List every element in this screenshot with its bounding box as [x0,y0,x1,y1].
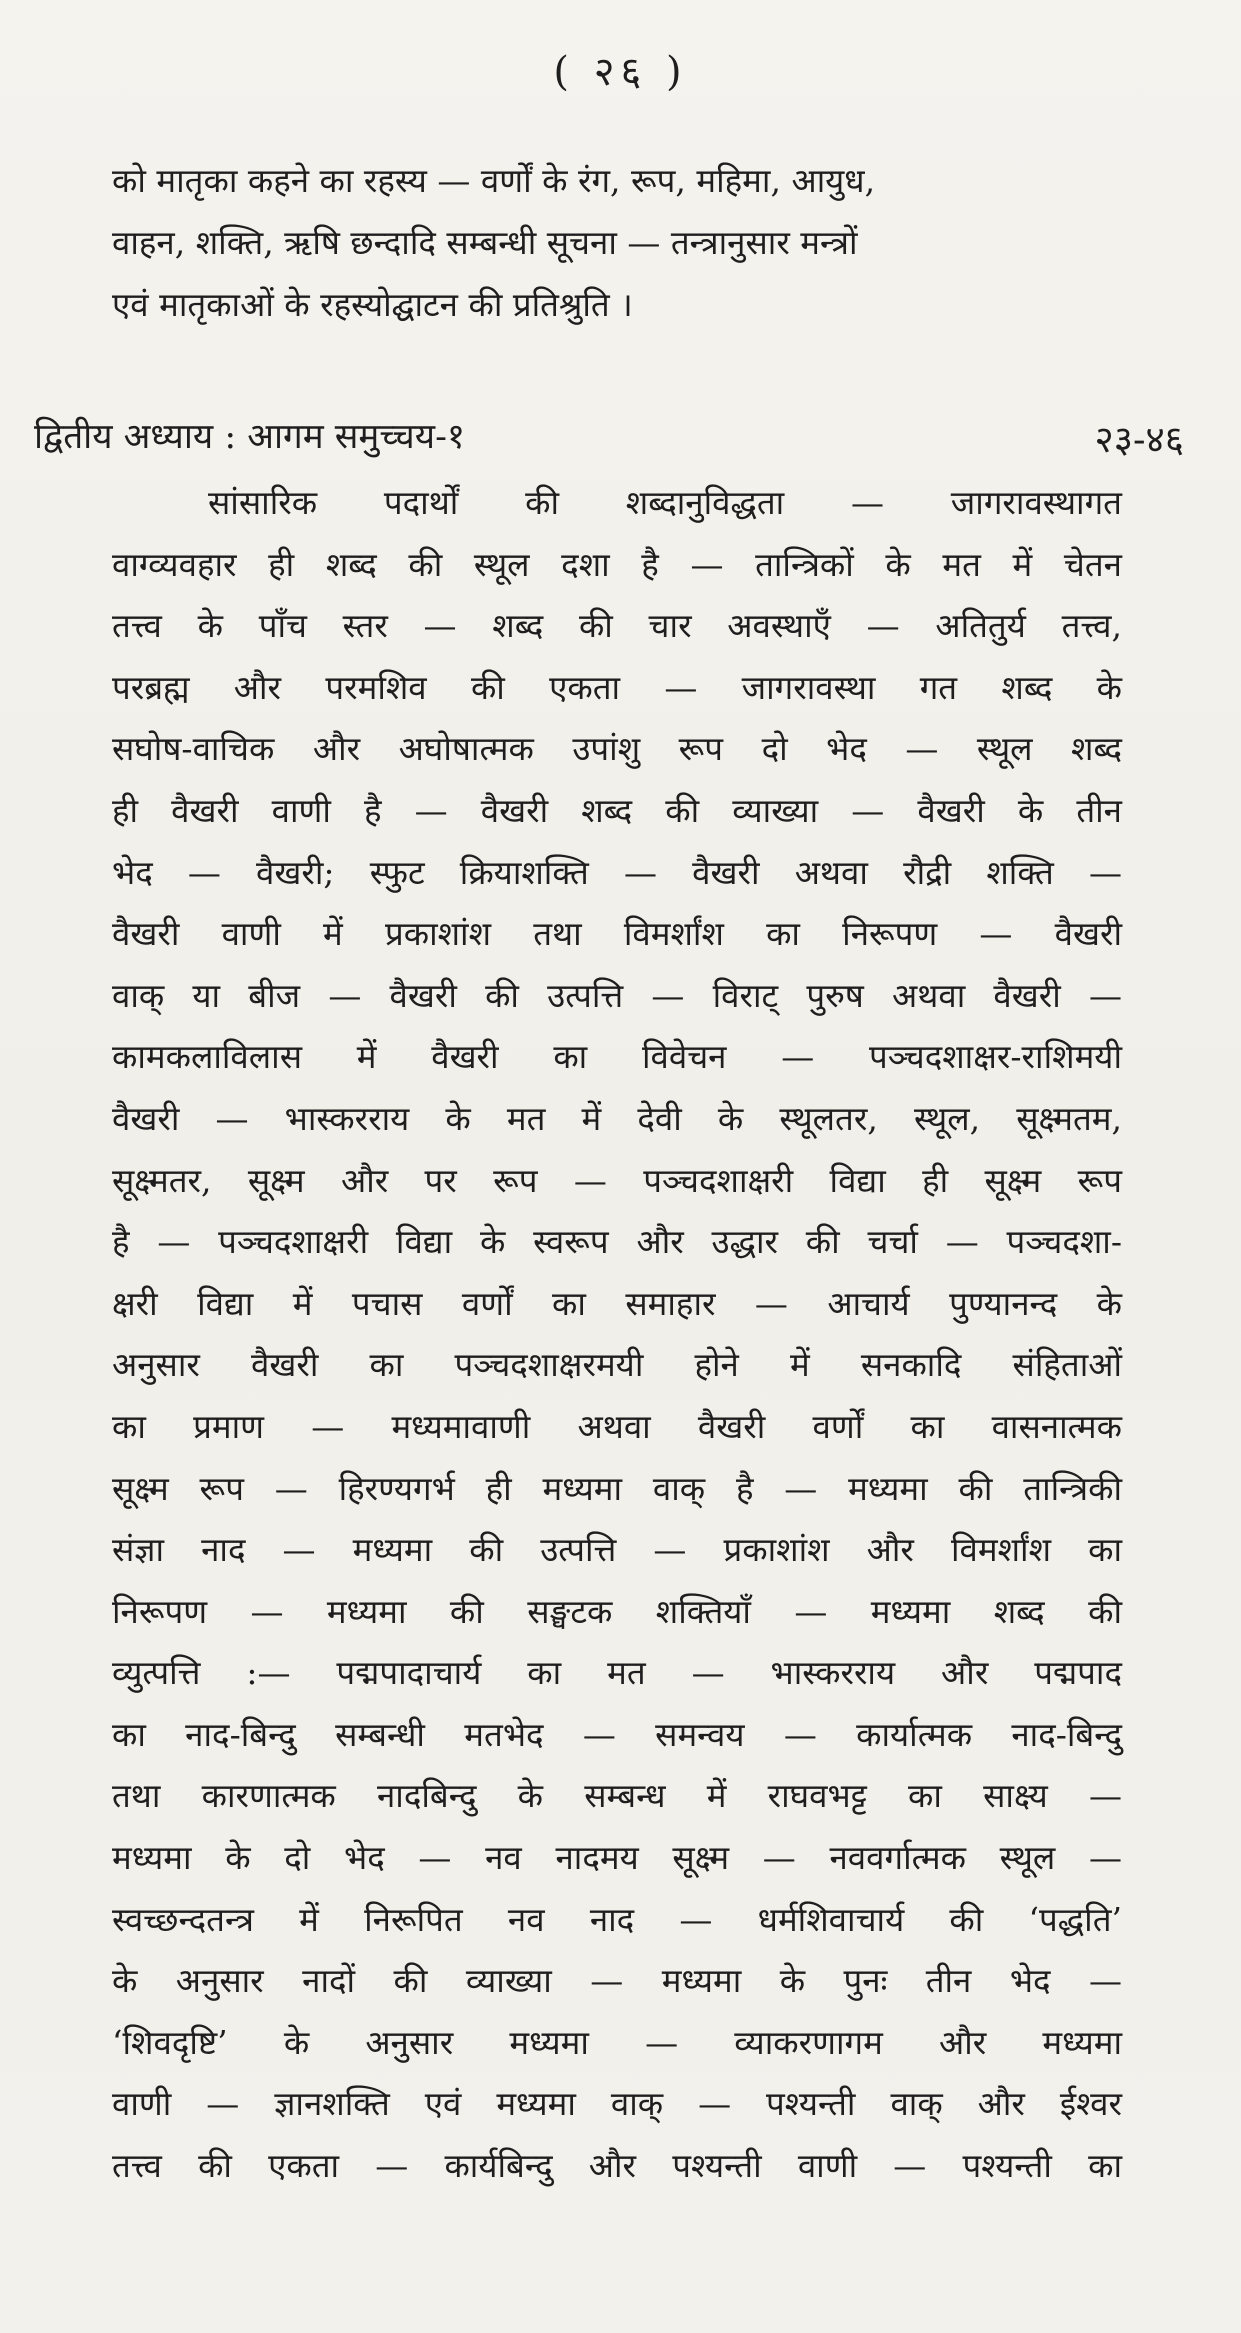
summary-line: सघोष-वाचिक और अघोषात्मक उपांशु रूप दो भेद — स्थूल शब्द [112,729,1122,769]
summary-line: स्वच्छन्दतन्त्र में निरूपित नव नाद — धर्मशिवाचार्य की ‘पद्धति’ [112,1899,1122,1939]
summary-line: मध्यमा के दो भेद — नव नादमय सूक्ष्म — नववर्गात्मक स्थूल — [112,1838,1122,1878]
summary-line: क्षरी विद्या में पचास वर्णों का समाहार — आचार्य पुण्यानन्द के [112,1283,1122,1323]
chapter-title: द्वितीय अध्याय : आगम समुच्चय-१ [34,417,466,457]
summary-line: सूक्ष्म रूप — हिरण्यगर्भ ही मध्यमा वाक् है — मध्यमा की तान्त्रिकी [112,1468,1122,1508]
summary-line: भेद — वैखरी; स्फुट क्रियाशक्ति — वैखरी अथवा रौद्री शक्ति — [112,852,1122,892]
page-number: ( २६ ) [553,49,688,95]
chapter-page-range: २३-४६ [1094,418,1184,461]
summary-line: है — पञ्चदशाक्षरी विद्या के स्वरूप और उद्धार की चर्चा — पञ्चदशा- [112,1222,1122,1262]
summary-line: ही वैखरी वाणी है — वैखरी शब्द की व्याख्या — वैखरी के तीन [112,790,1122,830]
summary-line: तत्त्व की एकता — कार्यबिन्दु और पश्यन्ती वाणी — पश्यन्ती का [112,2146,1122,2186]
intro-line: एवं मातृकाओं के रहस्योद्घाटन की प्रतिश्रुति । [112,285,633,324]
summary-line: निरूपण — मध्यमा की सङ्घटक शक्तियाँ — मध्यमा शब्द की [112,1591,1122,1631]
summary-line: कामकलाविलास में वैखरी का विवेचन — पञ्चदशाक्षर-राशिमयी [112,1037,1122,1077]
summary-line: का नाद-बिन्दु सम्बन्धी मतभेद — समन्वय — कार्यात्मक नाद-बिन्दु [112,1714,1122,1754]
summary-line: अनुसार वैखरी का पञ्चदशाक्षरमयी होने में सनकादि संहिताओं [112,1345,1122,1385]
summary-line: के अनुसार नादों की व्याख्या — मध्यमा के पुनः तीन भेद — [112,1961,1122,2001]
chapter-heading [34,412,1184,462]
summary-line: तत्त्व के पाँच स्तर — शब्द की चार अवस्थाएँ — अतितुर्य तत्त्व, [112,606,1122,646]
summary-line: वाणी — ज्ञानशक्ति एवं मध्यमा वाक् — पश्यन्ती वाक् और ईश्वर [112,2084,1122,2124]
summary-line: का प्रमाण — मध्यमावाणी अथवा वैखरी वर्णों का वासनात्मक [112,1406,1122,1446]
summary-line: सांसारिक पदार्थों की शब्दानुविद्धता — जागरावस्थागत [208,483,1122,522]
summary-line: ‘शिवदृष्टि’ के अनुसार मध्यमा — व्याकरणागम और मध्यमा [112,2022,1122,2062]
intro-line: को मातृका कहने का रहस्य — वर्णों के रंग, रूप, महिमा, आयुध, [112,161,876,200]
intro-paragraph [112,150,1122,336]
summary-line: वैखरी वाणी में प्रकाशांश तथा विमर्शांश का निरूपण — वैखरी [112,914,1122,954]
summary-line: परब्रह्म और परमशिव की एकता — जागरावस्था गत शब्द के [112,667,1122,707]
intro-line: वाहन, शक्ति, ऋषि छन्दादि सम्बन्धी सूचना — तन्त्रानुसार मन्त्रों [112,223,858,262]
summary-line: वाक् या बीज — वैखरी की उत्पत्ति — विराट् पुरुष अथवा वैखरी — [112,975,1122,1015]
summary-line: सूक्ष्मतर, सूक्ष्म और पर रूप — पञ्चदशाक्षरी विद्या ही सूक्ष्म रूप [112,1160,1122,1200]
summary-line: वैखरी — भास्करराय के मत में देवी के स्थूलतर, स्थूल, सूक्ष्मतम, [112,1098,1122,1138]
chapter-summary [112,472,1122,2197]
summary-line: वाग्व्यवहार ही शब्द की स्थूल दशा है — तान्त्रिकों के मत में चेतन [112,544,1122,584]
summary-line: तथा कारणात्मक नादबिन्दु के सम्बन्ध में राघवभट्ट का साक्ष्य — [112,1776,1122,1816]
summary-line: संज्ञा नाद — मध्यमा की उत्पत्ति — प्रकाशांश और विमर्शांश का [112,1530,1122,1570]
summary-line: व्युत्पत्ति :— पद्मपादाचार्य का मत — भास्करराय और पद्मपाद [112,1653,1122,1693]
